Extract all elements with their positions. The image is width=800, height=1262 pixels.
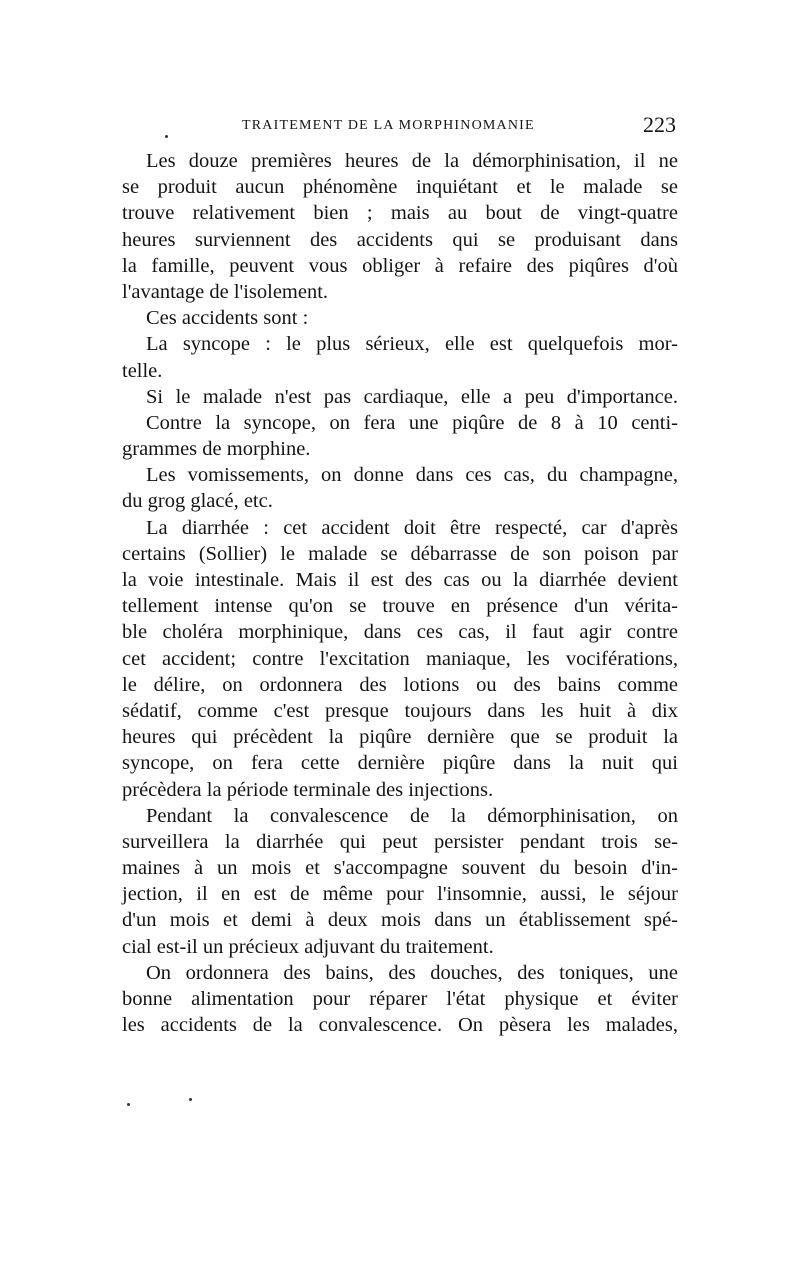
print-speck: [127, 1103, 130, 1106]
text-line: les accidents de la convalescence. On pèsera les malades,: [122, 1014, 678, 1037]
text-line: bonne alimentation pour réparer l'état physique et éviter: [122, 988, 678, 1010]
text-line: Pendant la convalescence de la démorphinisation, on: [146, 804, 678, 827]
text-line: heures surviennent des accidents qui se produisant dans: [122, 228, 678, 251]
text-line: La diarrhée : cet accident doit être respecté, car d'après: [146, 516, 678, 539]
page-number: 223: [643, 112, 676, 137]
text-line: Les douze premières heures de la démorphinisation, il ne: [146, 150, 678, 172]
text-line: précèdera la période terminale des injections.: [122, 778, 494, 801]
text-line: Contre la syncope, on fera une piqûre de 8 à 10 centi-: [146, 411, 678, 434]
text-line: le délire, on ordonnera des lotions ou des bains comme: [122, 673, 678, 696]
text-line: maines à un mois et s'accompagne souvent du besoin d'in-: [122, 857, 678, 880]
print-speck: [165, 135, 168, 138]
text-line: syncope, on fera cette dernière piqûre dans la nuit qui: [122, 752, 678, 775]
running-title: TRAITEMENT DE LA MORPHINOMANIE: [242, 118, 535, 133]
text-line: jection, il en est de même pour l'insomnie, aussi, le séjour: [122, 883, 678, 906]
text-line: grammes de morphine.: [122, 438, 311, 461]
text-line: d'un mois et demi à deux mois dans un établissement spé-: [122, 909, 678, 932]
text-line: Si le malade n'est pas cardiaque, elle a peu d'importance.: [146, 385, 678, 408]
text-line: se produit aucun phénomène inquiétant et le malade se: [122, 176, 678, 199]
text-line: ble choléra morphinique, dans ces cas, il faut agir contre: [122, 621, 678, 644]
body-text: [122, 148, 678, 1038]
text-line: La syncope : le plus sérieux, elle est quelquefois mor-: [146, 333, 678, 356]
text-line: On ordonnera des bains, des douches, des toniques, une: [146, 961, 678, 984]
text-line: cial est-il un précieux adjuvant du traitement.: [122, 935, 494, 958]
text-line: trouve relativement bien ; mais au bout de vingt-quatre: [122, 202, 678, 225]
text-line: cet accident; contre l'excitation maniaque, les vociférations,: [122, 647, 678, 670]
text-line: la voie intestinale. Mais il est des cas ou la diarrhée devient: [122, 569, 678, 591]
text-line: surveillera la diarrhée qui peut persister pendant trois se-: [122, 830, 678, 853]
print-speck: [189, 1098, 192, 1101]
text-line: heures qui précèdent la piqûre dernière que se produit la: [122, 726, 678, 749]
running-header: [122, 112, 678, 142]
text-line: Les vomissements, on donne dans ces cas, du champagne,: [146, 464, 678, 487]
text-line: l'avantage de l'isolement.: [122, 280, 329, 303]
text-line: tellement intense qu'on se trouve en présence d'un vérita-: [122, 595, 678, 618]
text-line: Ces accidents sont :: [146, 307, 309, 330]
text-line: certains (Sollier) le malade se débarrasse de son poison par: [122, 542, 678, 565]
text-line: du grog glacé, etc.: [122, 490, 273, 513]
text-line: sédatif, comme c'est presque toujours dans les huit à dix: [122, 699, 678, 722]
text-line: la famille, peuvent vous obliger à refaire des piqûres d'où: [122, 254, 678, 277]
text-line: telle.: [122, 359, 163, 382]
